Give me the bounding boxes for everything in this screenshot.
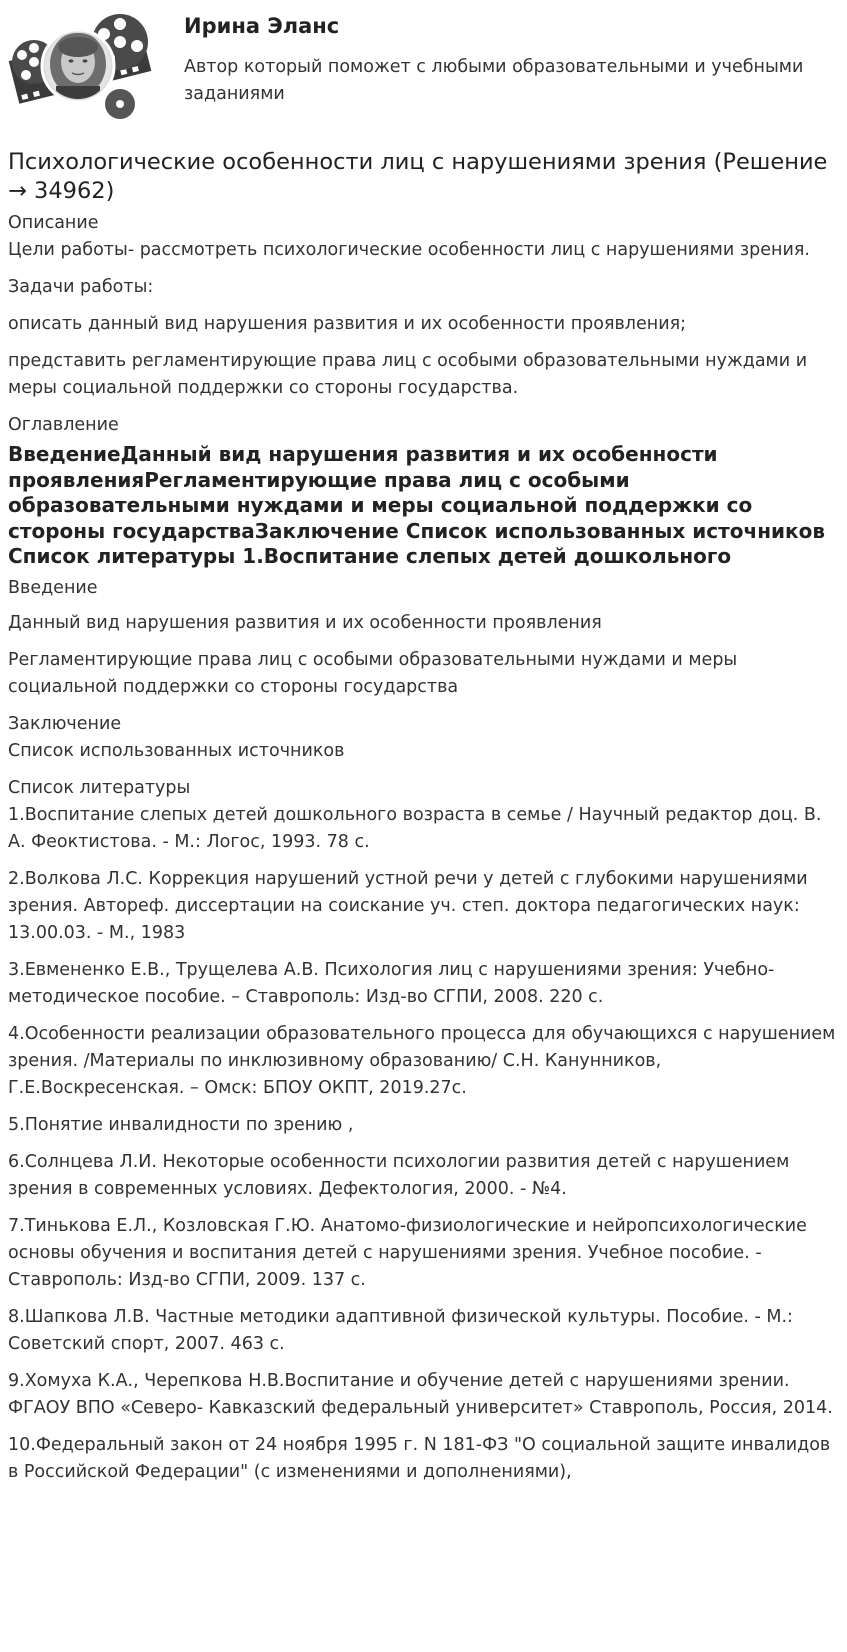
reference-item: 7.Тинькова Е.Л., Козловская Г.Ю. Анатомо-физиологические и нейропсихологические основы обучения и воспитания детей с нарушениями зрения. Учебное пособие. - Ставрополь: Изд-во СГПИ, 2009. 137 с. <box>8 1215 807 1290</box>
reference-item: 8.Шапкова Л.В. Частные методики адаптивной физической культуры. Пособие. - М.: Советский спорт, 2007. 463 с. <box>8 1306 793 1354</box>
description-task-2: представить регламентирующие права лиц с особыми образовательными нуждами и меры социальной поддержки со стороны государства. <box>8 351 808 398</box>
author-avatar[interactable] <box>8 6 152 124</box>
description-label: Описание <box>8 213 99 233</box>
section-intro: Введение <box>8 577 98 598</box>
page-title: Психологические особенности лиц с нарушениями зрения (Решение → 34962) <box>8 149 828 204</box>
author-tagline: Автор который поможет с любыми образовательными и учебными заданиями <box>184 57 804 104</box>
toc-item[interactable]: Список использованных источников <box>405 518 825 543</box>
toc-item[interactable]: Регламентирующие права лиц с особыми образовательными нуждами и меры социальной поддержки со стороны государства <box>8 467 753 543</box>
reference-item: 2.Волкова Л.С. Коррекция нарушений устной речи у детей с глубокими нарушениями зрения. Автореф. диссертации на соискание уч. степ. доктора педагогических наук: 13.00.03. - М., 1983 <box>8 868 808 943</box>
table-of-contents <box>8 442 838 570</box>
reference-item: 1.Воспитание слепых детей дошкольного возраста в семье / Научный редактор доц. В. А. Феоктистова. - М.: Логос, 1993. 78 с. <box>8 804 822 852</box>
section-type: Данный вид нарушения развития и их особенности проявления <box>8 612 602 633</box>
toc-item[interactable]: Заключение <box>254 518 406 543</box>
toc-item[interactable]: Данный вид нарушения развития и их особенности проявления <box>8 442 718 492</box>
reference-list <box>8 802 838 1486</box>
reference-item: 3.Евмененко Е.В., Трущелева А.В. Психология лиц с нарушениями зрения: Учебно-методическое пособие. – Ставрополь: Изд-во СГПИ, 2008. 220 с. <box>8 959 775 1007</box>
toc-item[interactable]: Список литературы <box>8 544 243 568</box>
toc-item[interactable]: Введение <box>8 442 121 466</box>
author-header <box>8 6 828 126</box>
film-reel-portrait-icon <box>8 6 152 124</box>
toc-label: Оглавление <box>8 415 119 435</box>
section-rights: Регламентирующие права лиц с особыми образовательными нуждами и меры социальной поддержки со стороны государства <box>8 649 738 697</box>
description-goal: Цели работы- рассмотреть психологические особенности лиц с нарушениями зрения. <box>8 240 810 260</box>
reference-item: 5.Понятие инвалидности по зрению , <box>8 1114 354 1135</box>
reference-item: 6.Солнцева Л.И. Некоторые особенности психологии развития детей с нарушением зрения в современных условиях. Дефектология, 2000. - №4. <box>8 1151 790 1199</box>
reference-item: 9.Хомуха К.А., Черепкова Н.В.Воспитание и обучение детей с нарушениями зрении. ФГАОУ ВПО «Северо- Кавказский федеральный университет» Ставрополь, Россия, 2014. <box>8 1370 833 1418</box>
section-sources: Список использованных источников <box>8 740 345 761</box>
document-content <box>8 148 838 1496</box>
section-literature: Список литературы <box>8 777 191 798</box>
toc-item[interactable]: 1.Воспитание слепых детей дошкольного <box>242 544 732 568</box>
reference-item: 4.Особенности реализации образовательного процесса для обучающихся с нарушением зрения. /Материалы по инклюзивному образованию/ С.Н. Канунников, Г.Е.Воскресенская. – Омск: БПОУ ОКПТ, 2019.27с. <box>8 1023 836 1098</box>
reference-item: 10.Федеральный закон от 24 ноября 1995 г. N 181-ФЗ "О социальной защите инвалидов в Российской Федерации" (с изменениями и дополнениями), <box>8 1434 831 1482</box>
author-name[interactable]: Ирина Эланс <box>184 14 340 38</box>
section-conclusion: Заключение <box>8 713 122 734</box>
description-tasks-label: Задачи работы: <box>8 277 154 297</box>
description-task-1: описать данный вид нарушения развития и их особенности проявления; <box>8 314 686 334</box>
